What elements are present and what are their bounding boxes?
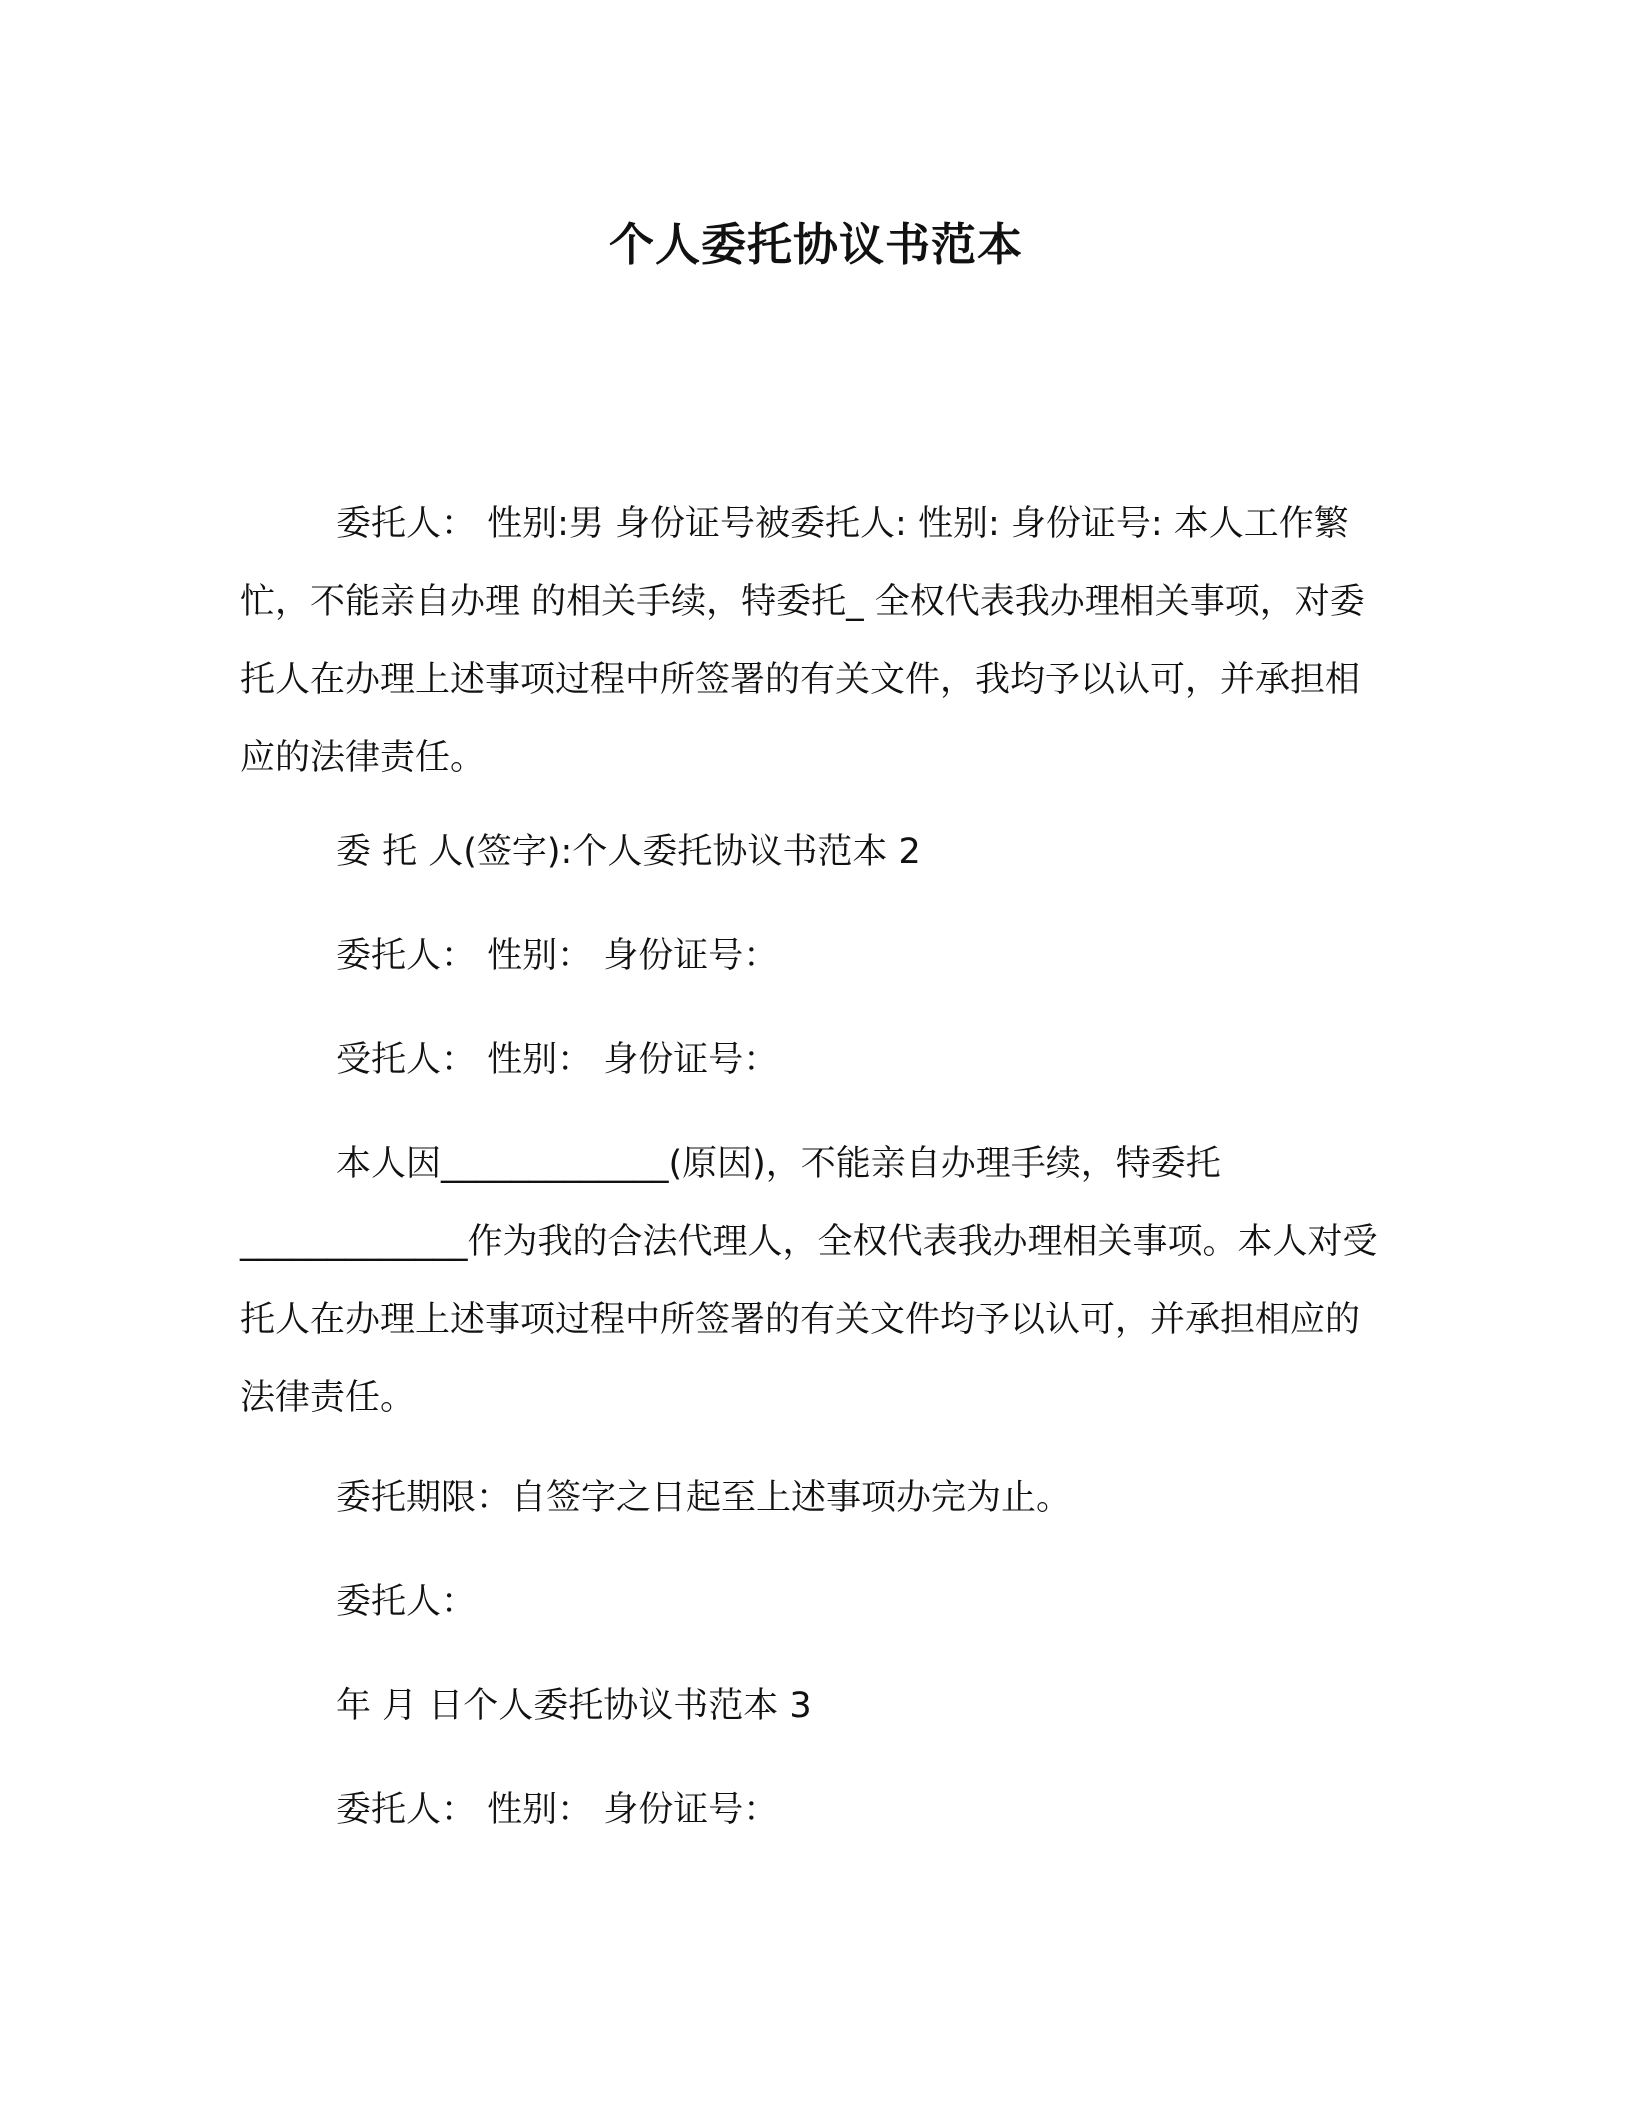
- document-title: 个人委托协议书范本: [608, 218, 1023, 271]
- paragraph-term: 委托期限：自签字之日起至上述事项办完为止。: [336, 1478, 1072, 1518]
- paragraph-agent-info: 受托人： 性别： 身份证号：: [336, 1040, 779, 1080]
- paragraph-authorization-2: 本人因_____________(原因)，不能亲自办理手续，特委托_____________作为我的合法代理人，全权代表我办理相关事项。本人对受托人在办理上述事项过程中所签署的有关文件均予以认可，并承担相应的法律责任。: [240, 1144, 1378, 1418]
- paragraph-principal-sign: 委托人：: [336, 1582, 477, 1622]
- paragraph-date-line: 年 月 日个人委托协议书范本 3: [336, 1686, 812, 1726]
- paragraph-principal-info: 委托人： 性别： 身份证号：: [336, 936, 779, 976]
- paragraph-principal-info-3: 委托人： 性别： 身份证号：: [336, 1790, 779, 1830]
- paragraph-signature-line: 委 托 人(签字):个人委托协议书范本 2: [336, 832, 921, 872]
- paragraph-authorization-1: 委托人： 性别:男 身份证号被委托人: 性别: 身份证号: 本人工作繁忙，不能亲自办理 的相关手续，特委托_ 全权代表我办理相关事项，对委托人在办理上述事项过程中所签署的有关文件，我均予以认可，并承担相应的法律责任。: [240, 504, 1365, 778]
